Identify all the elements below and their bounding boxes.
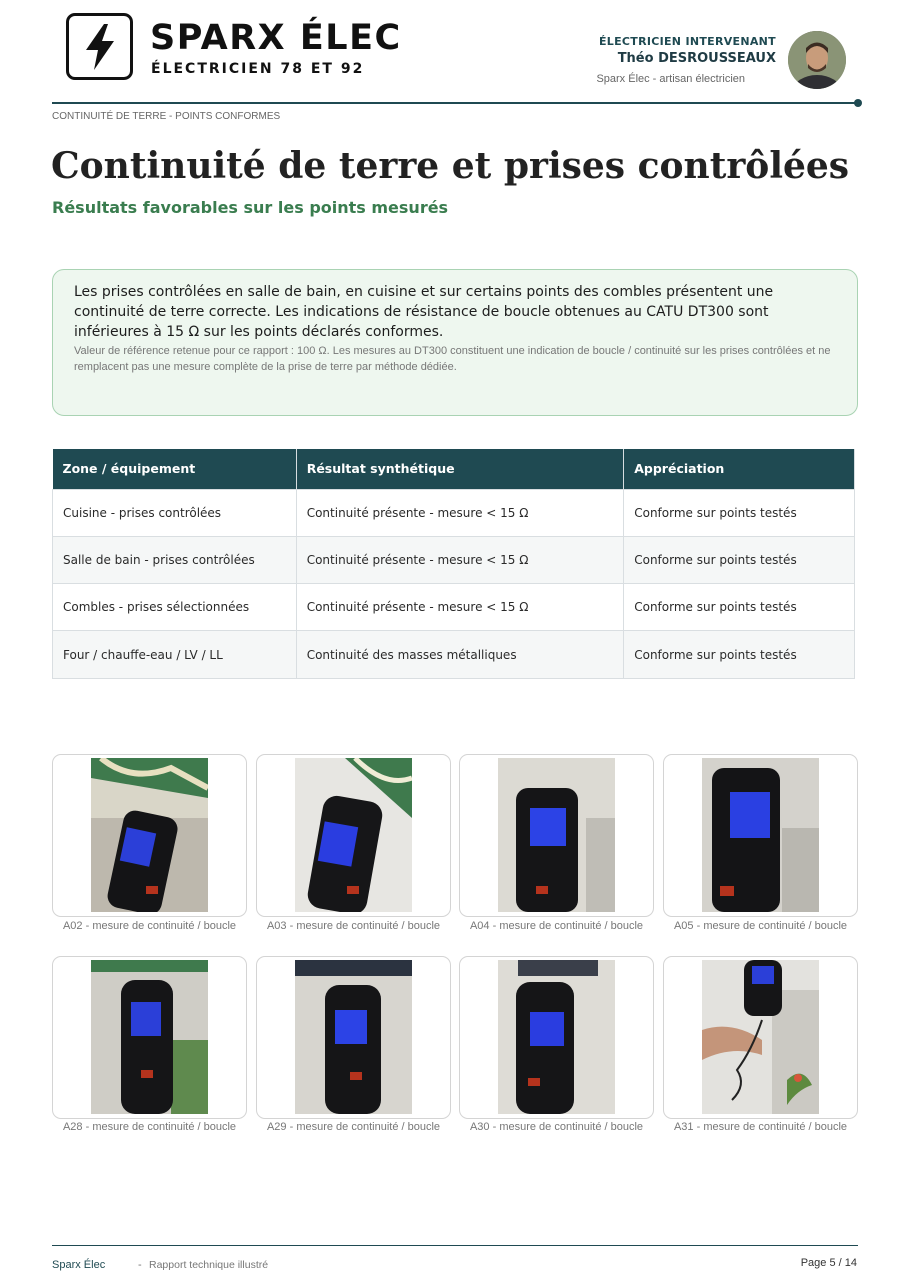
photo-a02 (91, 758, 208, 912)
photo-a29 (295, 960, 412, 1114)
table-cell-assessment: Conforme sur points testés (624, 489, 855, 536)
photo-caption: A03 - mesure de continuité / boucle (266, 920, 441, 932)
table-cell-zone: Cuisine - prises contrôlées (53, 489, 297, 536)
table-header-assessment: Appréciation (624, 449, 855, 489)
photo-a28 (91, 960, 208, 1114)
photo-card[interactable] (459, 956, 654, 1119)
table-cell-assessment: Conforme sur points testés (624, 584, 855, 631)
photo-caption: A30 - mesure de continuité / boucle (469, 1121, 644, 1133)
summary-text: Les prises contrôlées en salle de bain, en cuisine et sur certains points des combles présentent une continuité de terre correcte. Les indications de résistance de boucle obtenues au CATU DT300 sont inférieures à 15 Ω sur les points déclarés conformes. (74, 284, 774, 340)
table-header-row (53, 449, 855, 489)
table-row (53, 489, 855, 536)
photo-caption: A05 - mesure de continuité / boucle (673, 920, 848, 932)
table-cell-zone: Salle de bain - prises contrôlées (53, 536, 297, 583)
technician-role: ÉLECTRICIEN INTERVENANT (598, 35, 776, 48)
technician-avatar (788, 31, 846, 89)
table-cell-result: Continuité présente - mesure < 15 Ω (296, 489, 624, 536)
footer-separator: - (138, 1259, 142, 1271)
table-header-result: Résultat synthétique (296, 449, 624, 489)
page-subtitle: Résultats favorables sur les points mesurés (52, 198, 449, 217)
technician-name: Théo DESROUSSEAUX (617, 51, 776, 66)
photo-caption: A28 - mesure de continuité / boucle (62, 1121, 237, 1133)
footer-brand: Sparx Élec (52, 1259, 106, 1271)
photo-a30 (498, 960, 615, 1114)
brand-name: SPARX ÉLEC (150, 18, 402, 58)
summary-note: Valeur de référence retenue pour ce rapport : 100 Ω. Les mesures au DT300 constituent une indication de boucle / continuité sur les prises contrôlées et ne remplacent pas une mesure complète de la prise de terre par méthode dédiée. (74, 345, 831, 373)
table-cell-zone: Combles - prises sélectionnées (53, 584, 297, 631)
results-table (52, 449, 855, 679)
photo-card[interactable] (459, 754, 654, 917)
photo-caption: A04 - mesure de continuité / boucle (469, 920, 644, 932)
table-cell-zone: Four / chauffe-eau / LV / LL (53, 631, 297, 678)
brand-tagline: ÉLECTRICIEN 78 ET 92 (151, 61, 365, 77)
photo-caption: A31 - mesure de continuité / boucle (673, 1121, 848, 1133)
photo-card[interactable] (256, 754, 451, 917)
footer-document-type: Rapport technique illustré (149, 1259, 269, 1271)
table-cell-assessment: Conforme sur points testés (624, 536, 855, 583)
table-cell-assessment: Conforme sur points testés (624, 631, 855, 678)
table-row (53, 536, 855, 583)
table-cell-result: Continuité des masses métalliques (296, 631, 624, 678)
table-cell-result: Continuité présente - mesure < 15 Ω (296, 536, 624, 583)
technician-company: Sparx Élec - artisan électricien (596, 73, 745, 85)
photo-a04 (498, 758, 615, 912)
page-title: Continuité de terre et prises contrôlées (51, 145, 850, 187)
photo-a31 (702, 960, 819, 1114)
header-divider-dot (854, 99, 862, 107)
lightning-bolt-icon (82, 24, 118, 70)
photo-card[interactable] (52, 956, 247, 1119)
photo-card[interactable] (256, 956, 451, 1119)
table-header-zone: Zone / équipement (53, 449, 297, 489)
photo-a05 (702, 758, 819, 912)
section-tag: CONTINUITÉ DE TERRE - POINTS CONFORMES (52, 111, 281, 122)
table-cell-result: Continuité présente - mesure < 15 Ω (296, 584, 624, 631)
photo-caption: A02 - mesure de continuité / boucle (62, 920, 237, 932)
photo-caption: A29 - mesure de continuité / boucle (266, 1121, 441, 1133)
table-row (53, 631, 855, 678)
footer-page-number: Page 5 / 14 (800, 1257, 857, 1269)
footer-divider (52, 1245, 858, 1246)
photo-card[interactable] (52, 754, 247, 917)
table-row (53, 584, 855, 631)
photo-card[interactable] (663, 956, 858, 1119)
photo-a03 (295, 758, 412, 912)
summary-box (52, 269, 858, 416)
brand-logo (66, 13, 133, 80)
header-divider (52, 102, 858, 104)
photo-card[interactable] (663, 754, 858, 917)
